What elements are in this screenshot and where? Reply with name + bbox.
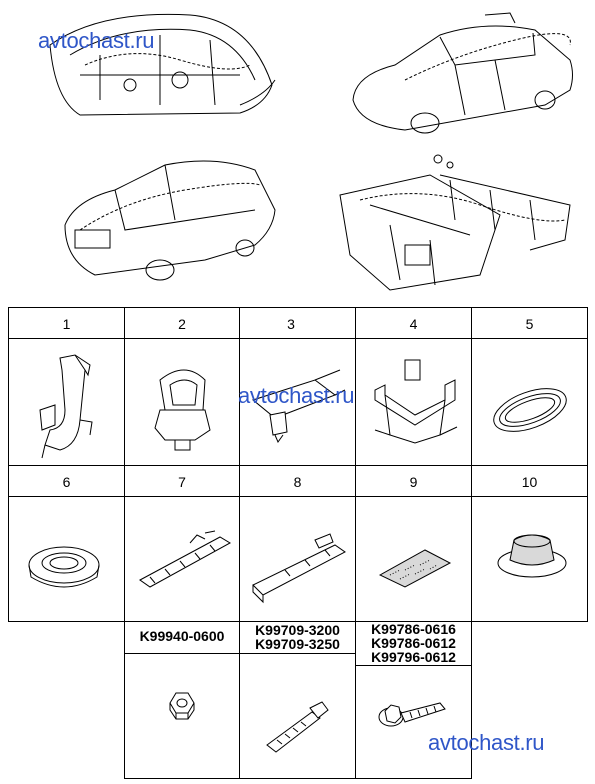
watermark: avtochast.ru bbox=[428, 730, 545, 755]
item-8-part-number-cell bbox=[239, 621, 356, 654]
item-number: 4 bbox=[409, 316, 418, 332]
item-number: 2 bbox=[178, 316, 186, 332]
hex-nut-drawing bbox=[162, 685, 202, 725]
instrument-panel-harness-illustration bbox=[330, 145, 580, 300]
item-9-header-cell bbox=[355, 465, 472, 497]
part-number: K99709-3250 bbox=[255, 636, 340, 652]
item-number: 8 bbox=[293, 474, 302, 490]
item-8-header-cell bbox=[239, 465, 356, 497]
part-number: K99709-3200 bbox=[255, 622, 340, 638]
harness-hook-clip-drawing bbox=[30, 350, 110, 460]
part-number: K99786-0612 bbox=[371, 635, 456, 651]
harness-protector-strip-drawing bbox=[135, 525, 235, 595]
item-9-part-number-cell bbox=[355, 621, 472, 666]
car-side-harness-illustration bbox=[345, 5, 580, 140]
item-number: 5 bbox=[525, 316, 534, 332]
watermark: avtochast.ru bbox=[38, 28, 155, 53]
item-6-header-cell bbox=[8, 465, 125, 497]
watermark: avtochast.ru bbox=[238, 383, 355, 408]
harness-band-clip-drawing bbox=[145, 350, 225, 460]
oval-grommet-drawing bbox=[485, 380, 575, 440]
item-10-header-cell bbox=[471, 465, 588, 497]
part-number: K99940-0600 bbox=[139, 628, 225, 644]
harness-bracket-drawing bbox=[365, 355, 465, 455]
item-5-header-cell bbox=[471, 307, 588, 339]
blind-plug-drawing bbox=[492, 525, 572, 585]
item-7-header-cell bbox=[124, 465, 240, 497]
item-number: 9 bbox=[409, 474, 418, 490]
item-number: 3 bbox=[287, 316, 295, 332]
part-number: K99786-0616 bbox=[371, 621, 456, 637]
car-rear-floor-harness-illustration bbox=[40, 5, 280, 125]
part-number: K99796-0612 bbox=[371, 649, 456, 665]
item-number: 10 bbox=[521, 474, 538, 490]
harness-long-protector-drawing bbox=[245, 530, 350, 605]
round-grommet-drawing bbox=[22, 535, 107, 600]
cable-tie-anchor-drawing bbox=[262, 700, 332, 755]
item-7-part-number-cell bbox=[124, 621, 240, 654]
item-number: 7 bbox=[178, 474, 186, 490]
item-number: 6 bbox=[62, 474, 71, 490]
item-number: 1 bbox=[62, 316, 71, 332]
item-1-header-cell bbox=[8, 307, 125, 339]
car-rear-harness-illustration bbox=[55, 150, 280, 285]
adhesive-pad-drawing bbox=[375, 545, 455, 590]
item-3-header-cell bbox=[239, 307, 356, 339]
item-4-header-cell bbox=[355, 307, 472, 339]
item-2-header-cell bbox=[124, 307, 240, 339]
